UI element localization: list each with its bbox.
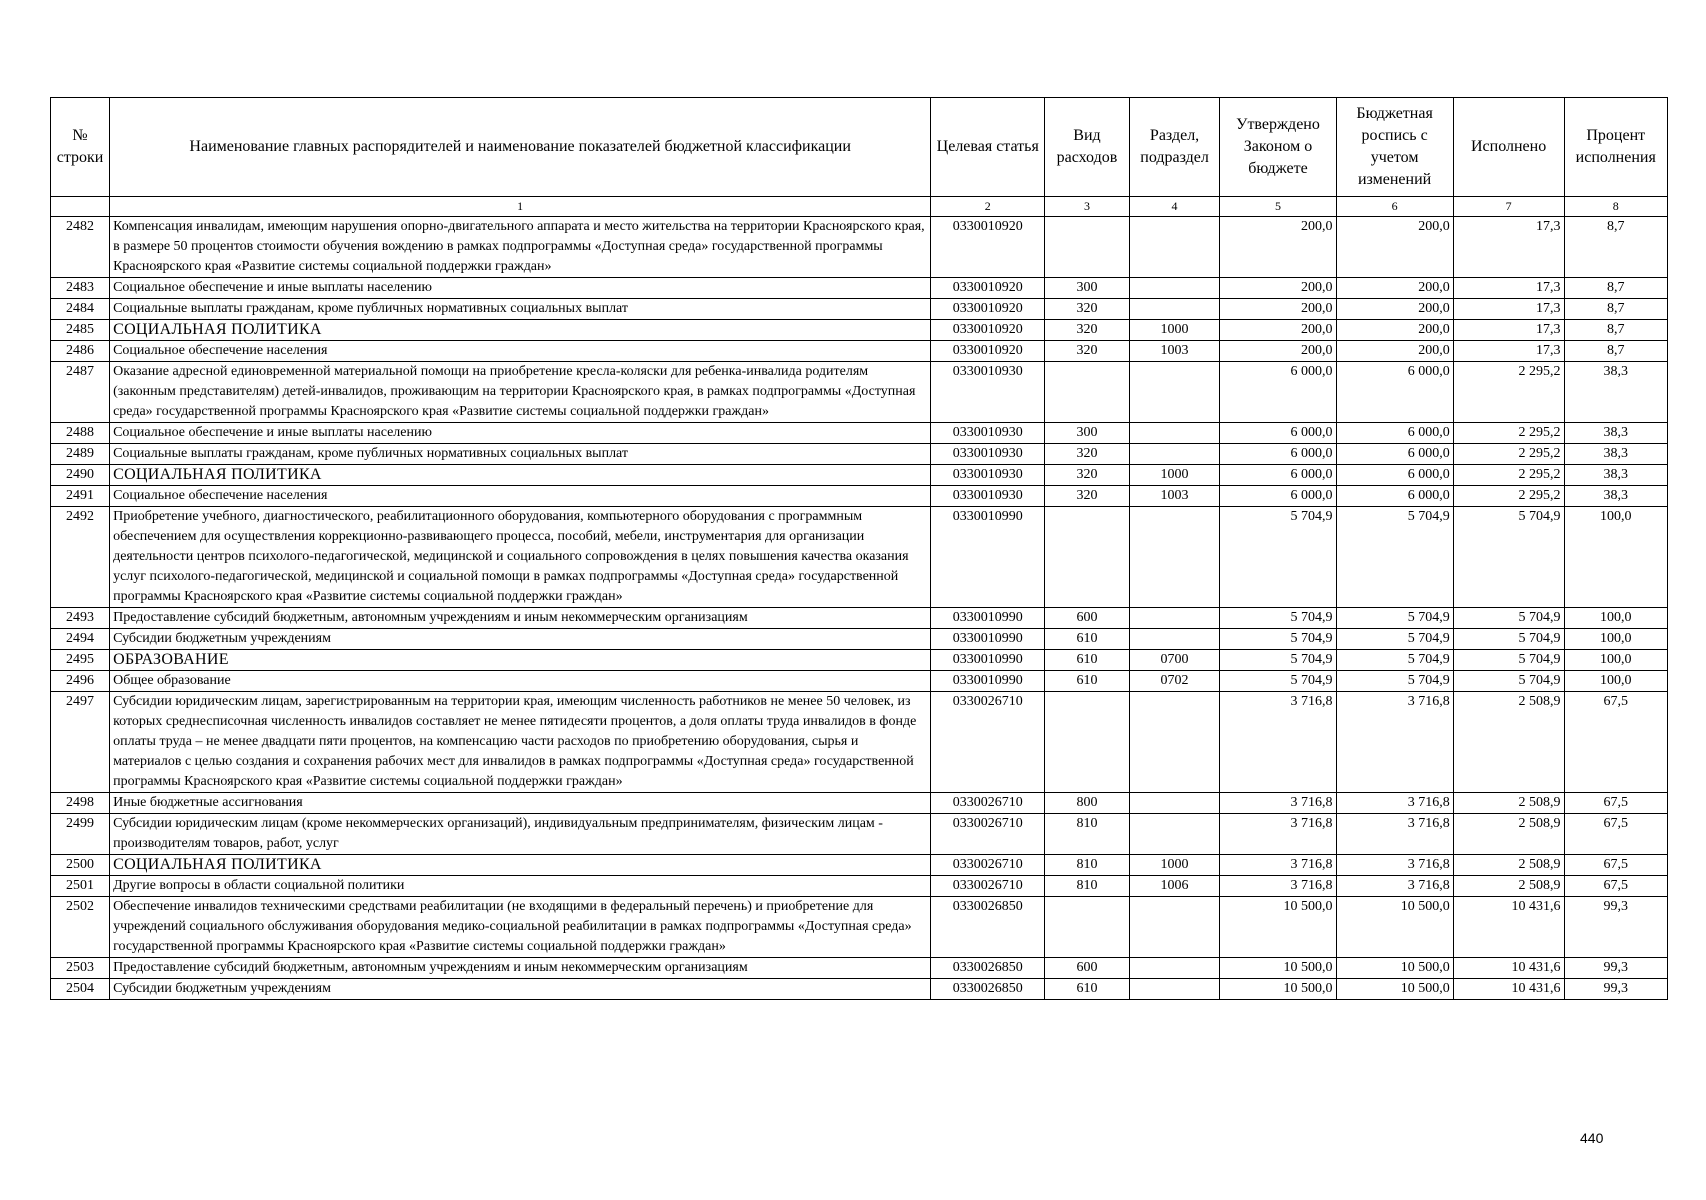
executed-amount-cell: 17,3 [1453, 217, 1564, 278]
row-name-cell: СОЦИАЛЬНАЯ ПОЛИТИКА [110, 855, 931, 876]
table-row [51, 299, 1668, 320]
table-row [51, 217, 1668, 278]
row-number-cell: 2497 [51, 692, 110, 793]
table-row [51, 897, 1668, 958]
row-number-cell: 2489 [51, 444, 110, 465]
percent-cell: 100,0 [1564, 507, 1668, 608]
expense-type-cell: 600 [1045, 608, 1129, 629]
expense-type-cell: 610 [1045, 671, 1129, 692]
approved-amount-cell: 200,0 [1220, 341, 1336, 362]
target-article-cell: 0330010930 [931, 465, 1045, 486]
budget-amount-cell: 200,0 [1336, 278, 1453, 299]
section-cell [1129, 423, 1220, 444]
section-cell [1129, 629, 1220, 650]
target-article-cell: 0330010990 [931, 629, 1045, 650]
approved-amount-cell: 200,0 [1220, 217, 1336, 278]
target-article-cell: 0330026710 [931, 793, 1045, 814]
row-name-cell: Иные бюджетные ассигнования [110, 793, 931, 814]
percent-cell: 8,7 [1564, 341, 1668, 362]
section-cell [1129, 444, 1220, 465]
executed-amount-cell: 17,3 [1453, 320, 1564, 341]
approved-amount-cell: 3 716,8 [1220, 814, 1336, 855]
header-budget-schedule: Бюджетная роспись с учетом изменений [1336, 98, 1453, 197]
budget-amount-cell: 3 716,8 [1336, 855, 1453, 876]
approved-amount-cell: 6 000,0 [1220, 423, 1336, 444]
section-cell [1129, 362, 1220, 423]
row-name-cell: Обеспечение инвалидов техническими средствами реабилитации (не входящими в федеральный перечень) и приобретение для учреждений социального обслуживания оборудования медико-социальной реабилитации в рамках подпрограммы «Доступная среда» государственной программы Красноярского края «Развитие системы социальной поддержки граждан» [110, 897, 931, 958]
row-name-cell: Другие вопросы в области социальной политики [110, 876, 931, 897]
budget-amount-cell: 200,0 [1336, 320, 1453, 341]
target-article-cell: 0330026850 [931, 979, 1045, 1000]
executed-amount-cell: 2 508,9 [1453, 876, 1564, 897]
target-article-cell: 0330010930 [931, 362, 1045, 423]
budget-amount-cell: 10 500,0 [1336, 958, 1453, 979]
expense-type-cell: 810 [1045, 814, 1129, 855]
target-article-cell: 0330010990 [931, 507, 1045, 608]
section-cell [1129, 608, 1220, 629]
section-cell [1129, 217, 1220, 278]
header-expense-type: Вид расходов [1045, 98, 1129, 197]
expense-type-cell: 610 [1045, 629, 1129, 650]
target-article-cell: 0330026850 [931, 958, 1045, 979]
expense-type-cell: 320 [1045, 486, 1129, 507]
column-number: 3 [1045, 197, 1129, 217]
executed-amount-cell: 2 508,9 [1453, 814, 1564, 855]
table-row [51, 979, 1668, 1000]
row-name-cell: Субсидии юридическим лицам (кроме некоммерческих организаций), индивидуальным предпринимателям, физическим лицам - производителям товаров, работ, услуг [110, 814, 931, 855]
table-row [51, 793, 1668, 814]
table-body [51, 217, 1668, 1000]
section-cell [1129, 958, 1220, 979]
section-cell [1129, 507, 1220, 608]
executed-amount-cell: 5 704,9 [1453, 629, 1564, 650]
budget-amount-cell: 6 000,0 [1336, 423, 1453, 444]
executed-amount-cell: 2 295,2 [1453, 486, 1564, 507]
approved-amount-cell: 3 716,8 [1220, 855, 1336, 876]
expense-type-cell: 320 [1045, 465, 1129, 486]
table-row [51, 608, 1668, 629]
row-number-cell: 2482 [51, 217, 110, 278]
executed-amount-cell: 10 431,6 [1453, 979, 1564, 1000]
row-number-cell: 2500 [51, 855, 110, 876]
expense-type-cell: 320 [1045, 341, 1129, 362]
budget-report-sheet [50, 97, 1668, 1000]
executed-amount-cell: 5 704,9 [1453, 671, 1564, 692]
percent-cell: 100,0 [1564, 671, 1668, 692]
expense-type-cell: 600 [1045, 958, 1129, 979]
executed-amount-cell: 17,3 [1453, 278, 1564, 299]
approved-amount-cell: 3 716,8 [1220, 793, 1336, 814]
section-cell [1129, 278, 1220, 299]
row-name-cell: Социальное обеспечение населения [110, 486, 931, 507]
target-article-cell: 0330010920 [931, 278, 1045, 299]
row-name-cell: Предоставление субсидий бюджетным, автономным учреждениям и иным некоммерческим организациям [110, 958, 931, 979]
executed-amount-cell: 2 508,9 [1453, 855, 1564, 876]
section-cell [1129, 814, 1220, 855]
table-row [51, 362, 1668, 423]
expense-type-cell [1045, 217, 1129, 278]
target-article-cell: 0330010920 [931, 341, 1045, 362]
section-cell: 1000 [1129, 855, 1220, 876]
column-number: 8 [1564, 197, 1668, 217]
header-name: Наименование главных распорядителей и наименование показателей бюджетной классификации [110, 98, 931, 197]
row-name-cell: Предоставление субсидий бюджетным, автономным учреждениям и иным некоммерческим организациям [110, 608, 931, 629]
approved-amount-cell: 6 000,0 [1220, 486, 1336, 507]
row-number-cell: 2502 [51, 897, 110, 958]
percent-cell: 67,5 [1564, 855, 1668, 876]
budget-amount-cell: 6 000,0 [1336, 486, 1453, 507]
approved-amount-cell: 200,0 [1220, 299, 1336, 320]
section-cell: 1003 [1129, 486, 1220, 507]
row-name-cell: Оказание адресной единовременной материальной помощи на приобретение кресла-коляски для ребенка-инвалида родителям (законным представителям) детей-инвалидов, проживающим на территории Красноярского края, в рамках подпрограммы «Доступная среда» государственной программы Красноярского края «Развитие системы социальной поддержки граждан» [110, 362, 931, 423]
executed-amount-cell: 17,3 [1453, 341, 1564, 362]
expense-type-cell: 300 [1045, 278, 1129, 299]
table-row [51, 876, 1668, 897]
budget-table [50, 97, 1668, 1000]
expense-type-cell [1045, 692, 1129, 793]
percent-cell: 38,3 [1564, 465, 1668, 486]
percent-cell: 8,7 [1564, 320, 1668, 341]
section-cell: 1006 [1129, 876, 1220, 897]
percent-cell: 38,3 [1564, 486, 1668, 507]
row-name-cell: Социальное обеспечение населения [110, 341, 931, 362]
percent-cell: 8,7 [1564, 278, 1668, 299]
row-number-cell: 2494 [51, 629, 110, 650]
column-number: 6 [1336, 197, 1453, 217]
section-cell: 1000 [1129, 465, 1220, 486]
table-row [51, 814, 1668, 855]
row-number-cell: 2493 [51, 608, 110, 629]
table-header [51, 98, 1668, 217]
expense-type-cell: 610 [1045, 979, 1129, 1000]
table-row [51, 671, 1668, 692]
expense-type-cell: 810 [1045, 876, 1129, 897]
approved-amount-cell: 200,0 [1220, 278, 1336, 299]
row-name-cell: Субсидии юридическим лицам, зарегистрированным на территории края, имеющим численность работников не менее 50 человек, из которых среднесписочная численность инвалидов составляет не менее пятидесяти процентов, а доля оплаты труда инвалидов в фонде оплаты труда – не менее двадцати пяти процентов, на компенсацию части расходов по приобретению оборудования, сырья и материалов с целью создания и сохранения рабочих мест для инвалидов в рамках подпрограммы «Доступная среда» государственной программы Красноярского края «Развитие системы социальной поддержки граждан» [110, 692, 931, 793]
executed-amount-cell: 10 431,6 [1453, 958, 1564, 979]
section-cell [1129, 979, 1220, 1000]
percent-cell: 100,0 [1564, 629, 1668, 650]
row-number-cell: 2499 [51, 814, 110, 855]
section-cell [1129, 793, 1220, 814]
executed-amount-cell: 2 295,2 [1453, 423, 1564, 444]
table-row [51, 650, 1668, 671]
budget-amount-cell: 6 000,0 [1336, 362, 1453, 423]
budget-amount-cell: 10 500,0 [1336, 979, 1453, 1000]
expense-type-cell: 320 [1045, 444, 1129, 465]
expense-type-cell [1045, 362, 1129, 423]
budget-amount-cell: 3 716,8 [1336, 876, 1453, 897]
approved-amount-cell: 6 000,0 [1220, 362, 1336, 423]
table-row [51, 629, 1668, 650]
budget-amount-cell: 5 704,9 [1336, 608, 1453, 629]
row-number-cell: 2484 [51, 299, 110, 320]
approved-amount-cell: 5 704,9 [1220, 608, 1336, 629]
approved-amount-cell: 200,0 [1220, 320, 1336, 341]
column-number-row [51, 197, 1668, 217]
approved-amount-cell: 6 000,0 [1220, 465, 1336, 486]
expense-type-cell: 300 [1045, 423, 1129, 444]
percent-cell: 99,3 [1564, 958, 1668, 979]
row-number-cell: 2491 [51, 486, 110, 507]
table-row [51, 444, 1668, 465]
row-name-cell: ОБРАЗОВАНИЕ [110, 650, 931, 671]
section-cell [1129, 692, 1220, 793]
budget-amount-cell: 5 704,9 [1336, 507, 1453, 608]
row-name-cell: СОЦИАЛЬНАЯ ПОЛИТИКА [110, 320, 931, 341]
target-article-cell: 0330010920 [931, 217, 1045, 278]
percent-cell: 8,7 [1564, 299, 1668, 320]
page-number: 440 [1580, 1130, 1604, 1146]
executed-amount-cell: 2 295,2 [1453, 362, 1564, 423]
target-article-cell: 0330026850 [931, 897, 1045, 958]
approved-amount-cell: 6 000,0 [1220, 444, 1336, 465]
column-number: 1 [110, 197, 931, 217]
header-row-number: № строки [51, 98, 110, 197]
approved-amount-cell: 10 500,0 [1220, 897, 1336, 958]
expense-type-cell: 610 [1045, 650, 1129, 671]
percent-cell: 67,5 [1564, 692, 1668, 793]
section-cell: 1003 [1129, 341, 1220, 362]
executed-amount-cell: 10 431,6 [1453, 897, 1564, 958]
row-number-cell: 2490 [51, 465, 110, 486]
approved-amount-cell: 5 704,9 [1220, 671, 1336, 692]
table-row [51, 320, 1668, 341]
row-name-cell: Социальные выплаты гражданам, кроме публичных нормативных социальных выплат [110, 299, 931, 320]
column-number: 2 [931, 197, 1045, 217]
row-number-cell: 2485 [51, 320, 110, 341]
target-article-cell: 0330010930 [931, 444, 1045, 465]
target-article-cell: 0330010990 [931, 650, 1045, 671]
budget-amount-cell: 3 716,8 [1336, 793, 1453, 814]
row-name-cell: Приобретение учебного, диагностического, реабилитационного оборудования, компьютерного оборудования с программным обеспечением для осуществления коррекционно-развивающего процесса, пособий, мебели, инструментария для организации деятельности центров психолого-педагогической, медицинской и социального сопровождения в целях повышения качества оказания услуг психолого-педагогической, медицинской и социальной помощи в рамках подпрограммы «Доступная среда» государственной программы Красноярского края «Развитие системы социальной поддержки граждан» [110, 507, 931, 608]
row-number-cell: 2498 [51, 793, 110, 814]
target-article-cell: 0330026710 [931, 855, 1045, 876]
row-number-cell: 2504 [51, 979, 110, 1000]
table-row [51, 692, 1668, 793]
expense-type-cell [1045, 507, 1129, 608]
approved-amount-cell: 3 716,8 [1220, 692, 1336, 793]
table-row [51, 423, 1668, 444]
executed-amount-cell: 5 704,9 [1453, 507, 1564, 608]
column-number: 4 [1129, 197, 1220, 217]
header-section: Раздел, подраздел [1129, 98, 1220, 197]
header-target-article: Целевая статья [931, 98, 1045, 197]
row-number-cell: 2488 [51, 423, 110, 444]
target-article-cell: 0330010930 [931, 486, 1045, 507]
approved-amount-cell: 5 704,9 [1220, 650, 1336, 671]
budget-amount-cell: 6 000,0 [1336, 444, 1453, 465]
target-article-cell: 0330010920 [931, 320, 1045, 341]
approved-amount-cell: 5 704,9 [1220, 629, 1336, 650]
row-number-cell: 2496 [51, 671, 110, 692]
budget-amount-cell: 200,0 [1336, 299, 1453, 320]
section-cell: 0700 [1129, 650, 1220, 671]
table-row [51, 958, 1668, 979]
row-name-cell: Компенсация инвалидам, имеющим нарушения опорно-двигательного аппарата и место жительства на территории Красноярского края, в размере 50 процентов стоимости обучения вождению в рамках подпрограммы «Доступная среда» государственной программы Красноярского края «Развитие системы социальной поддержки граждан» [110, 217, 931, 278]
header-approved: Утверждено Законом о бюджете [1220, 98, 1336, 197]
approved-amount-cell: 10 500,0 [1220, 979, 1336, 1000]
percent-cell: 67,5 [1564, 793, 1668, 814]
column-number: 5 [1220, 197, 1336, 217]
target-article-cell: 0330026710 [931, 876, 1045, 897]
table-row [51, 465, 1668, 486]
budget-amount-cell: 6 000,0 [1336, 465, 1453, 486]
column-number: 7 [1453, 197, 1564, 217]
percent-cell: 99,3 [1564, 897, 1668, 958]
budget-amount-cell: 5 704,9 [1336, 629, 1453, 650]
approved-amount-cell: 5 704,9 [1220, 507, 1336, 608]
row-number-cell: 2503 [51, 958, 110, 979]
percent-cell: 67,5 [1564, 814, 1668, 855]
executed-amount-cell: 2 508,9 [1453, 692, 1564, 793]
budget-amount-cell: 200,0 [1336, 341, 1453, 362]
target-article-cell: 0330026710 [931, 814, 1045, 855]
section-cell [1129, 299, 1220, 320]
row-name-cell: Субсидии бюджетным учреждениям [110, 979, 931, 1000]
executed-amount-cell: 5 704,9 [1453, 650, 1564, 671]
row-number-cell: 2487 [51, 362, 110, 423]
target-article-cell: 0330010930 [931, 423, 1045, 444]
budget-amount-cell: 5 704,9 [1336, 650, 1453, 671]
row-number-cell: 2501 [51, 876, 110, 897]
target-article-cell: 0330026710 [931, 692, 1045, 793]
percent-cell: 100,0 [1564, 650, 1668, 671]
table-row [51, 855, 1668, 876]
percent-cell: 67,5 [1564, 876, 1668, 897]
executed-amount-cell: 5 704,9 [1453, 608, 1564, 629]
section-cell: 1000 [1129, 320, 1220, 341]
section-cell [1129, 897, 1220, 958]
column-number [51, 197, 110, 217]
header-executed: Исполнено [1453, 98, 1564, 197]
budget-amount-cell: 10 500,0 [1336, 897, 1453, 958]
percent-cell: 8,7 [1564, 217, 1668, 278]
target-article-cell: 0330010990 [931, 608, 1045, 629]
expense-type-cell: 810 [1045, 855, 1129, 876]
row-name-cell: Субсидии бюджетным учреждениям [110, 629, 931, 650]
row-name-cell: Социальное обеспечение и иные выплаты населению [110, 423, 931, 444]
approved-amount-cell: 10 500,0 [1220, 958, 1336, 979]
table-row [51, 278, 1668, 299]
budget-amount-cell: 3 716,8 [1336, 692, 1453, 793]
section-cell: 0702 [1129, 671, 1220, 692]
table-row [51, 341, 1668, 362]
budget-amount-cell: 3 716,8 [1336, 814, 1453, 855]
percent-cell: 38,3 [1564, 362, 1668, 423]
row-name-cell: Социальное обеспечение и иные выплаты населению [110, 278, 931, 299]
expense-type-cell [1045, 897, 1129, 958]
budget-amount-cell: 5 704,9 [1336, 671, 1453, 692]
percent-cell: 99,3 [1564, 979, 1668, 1000]
target-article-cell: 0330010990 [931, 671, 1045, 692]
percent-cell: 38,3 [1564, 444, 1668, 465]
row-number-cell: 2486 [51, 341, 110, 362]
budget-amount-cell: 200,0 [1336, 217, 1453, 278]
row-number-cell: 2495 [51, 650, 110, 671]
row-number-cell: 2492 [51, 507, 110, 608]
row-name-cell: Общее образование [110, 671, 931, 692]
table-row [51, 507, 1668, 608]
executed-amount-cell: 17,3 [1453, 299, 1564, 320]
expense-type-cell: 320 [1045, 320, 1129, 341]
row-name-cell: СОЦИАЛЬНАЯ ПОЛИТИКА [110, 465, 931, 486]
row-number-cell: 2483 [51, 278, 110, 299]
expense-type-cell: 320 [1045, 299, 1129, 320]
expense-type-cell: 800 [1045, 793, 1129, 814]
percent-cell: 38,3 [1564, 423, 1668, 444]
header-percent: Процент исполнения [1564, 98, 1668, 197]
approved-amount-cell: 3 716,8 [1220, 876, 1336, 897]
target-article-cell: 0330010920 [931, 299, 1045, 320]
row-name-cell: Социальные выплаты гражданам, кроме публичных нормативных социальных выплат [110, 444, 931, 465]
table-row [51, 486, 1668, 507]
percent-cell: 100,0 [1564, 608, 1668, 629]
executed-amount-cell: 2 508,9 [1453, 793, 1564, 814]
executed-amount-cell: 2 295,2 [1453, 465, 1564, 486]
executed-amount-cell: 2 295,2 [1453, 444, 1564, 465]
